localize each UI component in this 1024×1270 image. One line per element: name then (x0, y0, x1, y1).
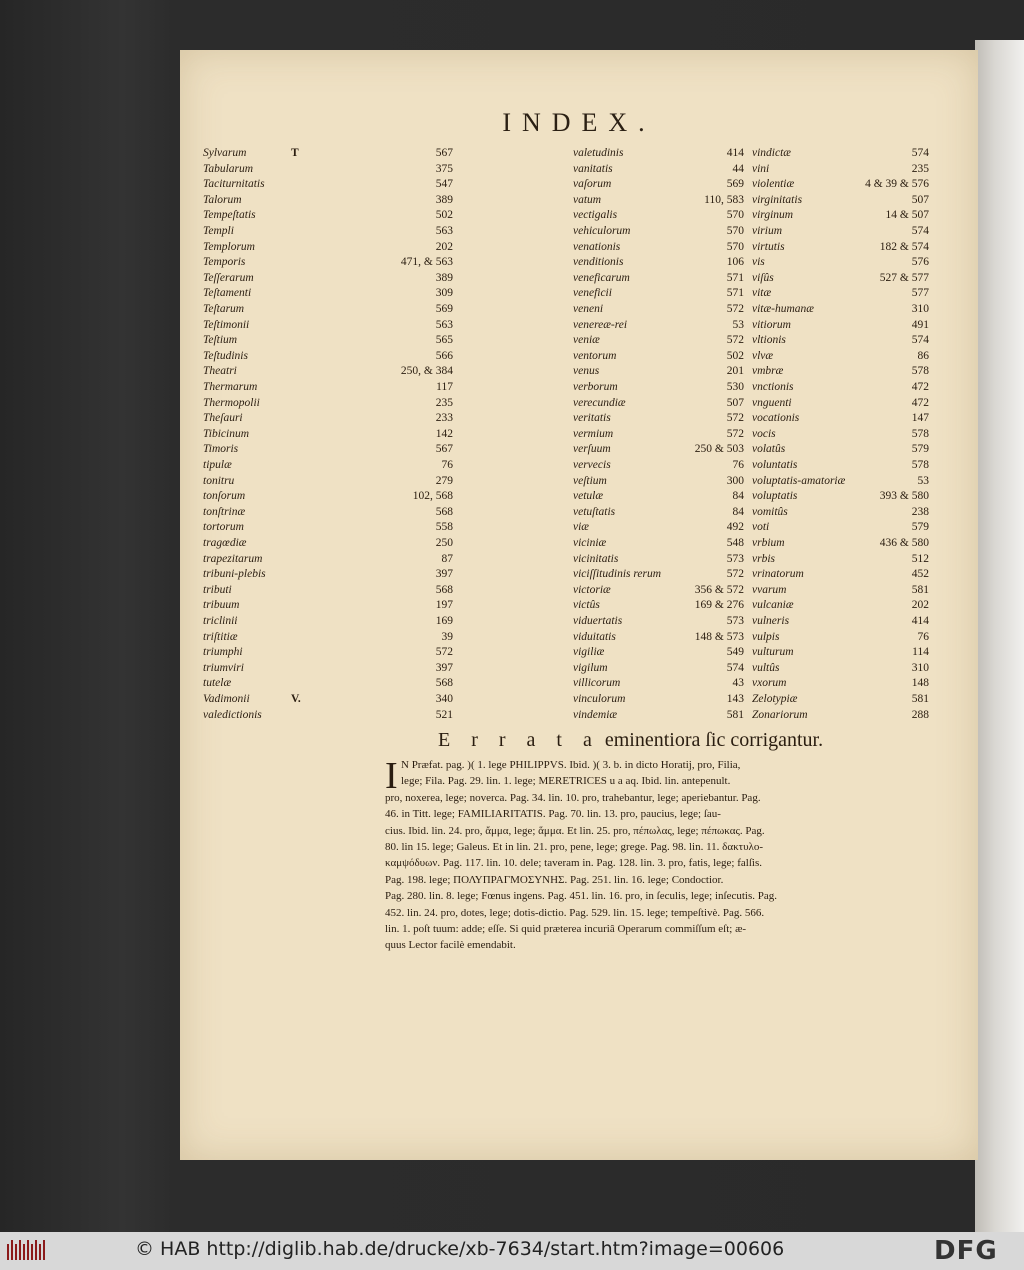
index-entry-word: vermium (573, 427, 614, 440)
index-entry-page: 579 (911, 443, 929, 456)
index-entry-word: Tibicinum (203, 427, 250, 440)
index-entry-page: 491 (911, 318, 929, 331)
index-entry-word: victoriæ (573, 583, 611, 596)
index-row (203, 223, 938, 239)
index-entry-word: vini (752, 162, 770, 175)
index-entry-word: vomitûs (752, 505, 788, 518)
index-entry-word: verborum (573, 381, 618, 393)
index-entry-page: 250, & 384 (400, 365, 453, 378)
index-row (203, 519, 938, 535)
index-entry-page: 574 (911, 334, 929, 347)
index-entry-word: viæ (573, 521, 589, 534)
index-entry-word: virginitatis (752, 193, 803, 206)
errata-title-spaced: E r r a t a (438, 729, 600, 751)
index-entry-page: 566 (435, 349, 453, 362)
index-row (203, 488, 938, 504)
index-entry-page: 44 (732, 162, 744, 175)
index-entry-page: 375 (435, 162, 453, 175)
index-entry-page: 169 & 276 (694, 599, 744, 612)
index-entry-word: vocis (752, 427, 776, 440)
errata-title-rest: eminentiora ſic corrigantur. (599, 729, 824, 751)
index-entry-page: 84 (732, 490, 744, 503)
index-entry-word: Vadimonii (203, 693, 250, 705)
index-entry-page: 143 (726, 693, 744, 705)
index-entry-word: trapezitarum (203, 552, 263, 565)
index-entry-page: 452 (911, 568, 929, 581)
index-entry-word: vicinitatis (573, 552, 619, 565)
index-entry-word: vulturum (752, 646, 794, 659)
index-entry-word: tonſorum (203, 490, 246, 503)
errata-title (438, 729, 823, 752)
index-entry-word: Teſtudinis (203, 349, 248, 362)
index-entry-page: 502 (435, 209, 453, 222)
index-entry-word: Templorum (203, 240, 255, 253)
index-entry-word: venationis (573, 240, 621, 253)
index-entry-page: 492 (726, 521, 744, 534)
index-row (203, 473, 938, 489)
index-row (203, 535, 938, 551)
index-entry-word: veneficii (573, 287, 612, 300)
index-entry-word: triumphi (203, 646, 243, 659)
index-row (203, 629, 938, 645)
index-row (203, 254, 938, 270)
index-entry-page: 507 (911, 193, 929, 206)
errata-line: quus Lector facilè emendabit. (385, 939, 516, 952)
index-entry-word: venus (573, 365, 600, 378)
index-entry-page: 86 (917, 349, 929, 362)
index-entry-word: vetulæ (573, 490, 604, 503)
index-row (203, 551, 938, 567)
index-row (203, 301, 938, 317)
index-entry-page: 4 & 39 & 576 (865, 178, 929, 191)
index-entry-page: 309 (435, 287, 453, 300)
index-entry-word: Theatri (203, 365, 237, 378)
index-entry-page: 512 (911, 552, 929, 565)
index-entry-word: vitæ-humanæ (752, 303, 814, 315)
index-entry-word: vigiliæ (573, 646, 605, 659)
index-entry-word: verecundiæ (573, 396, 626, 409)
index-entry-page: 76 (441, 459, 453, 471)
index-entry-page: 250 & 503 (694, 443, 744, 456)
index-entry-page: 310 (911, 661, 929, 674)
index-entry-word: voluptatis-amatoriæ (752, 474, 846, 487)
index-entry-word: veſtium (573, 474, 607, 487)
index-row (203, 239, 938, 255)
index-entry-word: voluptatis (752, 490, 798, 503)
index-entry-word: Theſauri (203, 412, 243, 425)
errata-line: καμψόδυων. Pag. 117. lin. 10. dele; taveram in. Pag. 128. lin. 3. pro, fatis, lege; falſis. (385, 857, 762, 870)
index-row (203, 363, 938, 379)
index-entry-page: 507 (726, 396, 744, 409)
index-entry-page: 558 (435, 521, 453, 534)
index-entry-word: vindemiæ (573, 708, 618, 721)
index-entry-word: vinculorum (573, 693, 626, 705)
errata-line: 452. lin. 24. pro, dotes, lege; dotis-dictio. Pag. 529. lin. 15. lege; tempeſtivè. Pag. 566. (385, 906, 765, 919)
index-row (203, 582, 938, 598)
index-entry-word: vrbis (752, 552, 775, 565)
index-entry-page: 53 (732, 318, 744, 331)
index-row (203, 379, 938, 395)
index-entry-word: tutelæ (203, 677, 232, 690)
index-entry-word: vaſorum (573, 178, 612, 191)
index-entry-page: 472 (911, 396, 929, 409)
index-entry-page: 110, 583 (704, 193, 744, 206)
errata-line: lege; Fila. Pag. 29. lin. 1. lege; MERETRICES u a aq. Ibid. lin. antepenult. (401, 775, 731, 788)
index-entry-word: virtutis (752, 240, 785, 253)
index-row (203, 566, 938, 582)
index-entry-word: valetudinis (573, 147, 624, 159)
index-entry-page: 340 (435, 693, 453, 705)
index-entry-page: 502 (726, 349, 744, 362)
index-entry-word: virginum (752, 209, 794, 222)
dfg-logo: DFG (934, 1236, 998, 1266)
index-entry-word: vnguenti (752, 396, 792, 409)
index-entry-page: 356 & 572 (694, 583, 744, 596)
index-entry-page: 571 (726, 287, 744, 300)
index-entry-page: 397 (435, 568, 453, 581)
index-entry-word: Tempeſtatis (203, 209, 256, 222)
index-entry-word: vocationis (752, 412, 800, 425)
index-row (203, 675, 938, 691)
index-entry-page: 202 (911, 599, 929, 612)
index-entry-page: 572 (726, 412, 744, 425)
index-entry-word: victûs (573, 599, 600, 612)
index-entry-page: 197 (435, 599, 453, 612)
index-entry-page: 578 (911, 459, 929, 471)
index-entry-page: 397 (435, 661, 453, 674)
index-entry-page: 572 (726, 303, 744, 315)
index-row (203, 644, 938, 660)
index-entry-word: vultûs (752, 661, 780, 674)
index-entry-word: veneni (573, 303, 604, 315)
index-entry-word: Taciturnitatis (203, 178, 265, 191)
index-section-letter: V. (291, 693, 301, 705)
index-row (203, 426, 938, 442)
index-entry-word: vervecis (573, 459, 611, 471)
index-row (203, 457, 938, 473)
index-entry-page: 84 (732, 505, 744, 518)
page-right-edge (975, 40, 1024, 1232)
index-entry-word: vulneris (752, 615, 790, 627)
index-entry-page: 147 (911, 412, 929, 425)
index-entry-word: virium (752, 225, 783, 237)
index-row (203, 504, 938, 520)
errata-line: pro, noxerea, lege; noverca. Pag. 34. lin. 10. pro, trahebantur, lege; aperiebantur. Pag. (385, 791, 761, 804)
index-entry-page: 414 (911, 615, 929, 627)
index-entry-page: 414 (726, 147, 744, 159)
index-entry-word: tortorum (203, 521, 244, 534)
index-entry-page: 182 & 574 (879, 240, 929, 253)
index-entry-page: 169 (435, 615, 453, 627)
index-entry-page: 547 (435, 178, 453, 191)
index-entry-word: viciſſitudinis rerum (573, 568, 662, 581)
index-entry-word: veneficarum (573, 271, 630, 284)
index-entry-page: 235 (911, 162, 929, 175)
index-entry-page: 578 (911, 365, 929, 378)
index-entry-page: 43 (732, 677, 744, 690)
index-entry-word: tonitru (203, 474, 235, 487)
index-entry-page: 201 (726, 365, 744, 378)
index-row (203, 395, 938, 411)
index-entry-word: veritatis (573, 412, 611, 425)
index-entry-page: 472 (911, 381, 929, 393)
index-entry-word: venereæ-rei (573, 318, 628, 331)
index-table (203, 145, 938, 725)
index-entry-word: tonſtrinæ (203, 505, 246, 518)
index-entry-word: voti (752, 521, 770, 534)
index-entry-word: tribuum (203, 599, 240, 612)
index-row (203, 317, 938, 333)
index-entry-page: 389 (435, 271, 453, 284)
index-entry-word: vigilum (573, 661, 608, 674)
index-entry-word: viſûs (752, 271, 774, 284)
index-entry-page: 76 (732, 459, 744, 471)
errata-line: 46. in Titt. lege; FAMILIARITATIS. Pag. 70. lin. 13. pro, paucius, lege; ſau- (385, 808, 721, 821)
index-entry-page: 581 (911, 693, 929, 705)
errata-line: Pag. 280. lin. 8. lege; Fœnus ingens. Pag. 451. lin. 16. pro, in ſeculis, lege; inſecutis. Pag. (385, 890, 777, 903)
errata-drop-cap: I (385, 755, 398, 797)
index-entry-word: villicorum (573, 677, 621, 690)
index-entry-word: vulpis (752, 630, 780, 643)
index-row (203, 597, 938, 613)
index-entry-word: violentiæ (752, 178, 795, 191)
index-entry-word: Teſtium (203, 334, 238, 347)
index-entry-word: Temporis (203, 256, 246, 269)
index-entry-page: 300 (726, 474, 744, 487)
index-entry-word: Thermopolii (203, 396, 260, 409)
index-row (203, 348, 938, 364)
index-entry-page: 549 (726, 646, 744, 659)
index-entry-page: 87 (441, 552, 453, 565)
index-row (203, 192, 938, 208)
index-entry-page: 389 (435, 193, 453, 206)
index-entry-page: 574 (726, 661, 744, 674)
index-entry-word: Talorum (203, 193, 242, 206)
index-row (203, 613, 938, 629)
errata-line: 80. lin 15. lege; Galeus. Et in lin. 21. pro, pene, lege; grege. Pag. 98. lin. 11. δακτυλο- (385, 840, 764, 853)
index-entry-word: ventorum (573, 349, 617, 362)
index-entry-page: 573 (726, 615, 744, 627)
errata-body (385, 757, 945, 954)
index-row (203, 176, 938, 192)
index-entry-page: 571 (726, 271, 744, 284)
index-row (203, 207, 938, 223)
index-entry-page: 436 & 580 (879, 537, 929, 549)
footer-permalink[interactable]: © HAB http://diglib.hab.de/drucke/xb-7634/start.htm?image=00606 (135, 1238, 785, 1260)
index-entry-word: vxorum (752, 677, 787, 690)
index-row (203, 441, 938, 457)
index-entry-page: 148 & 573 (694, 630, 744, 643)
index-entry-page: 310 (911, 303, 929, 315)
index-entry-page: 570 (726, 240, 744, 253)
index-entry-word: triclinii (203, 615, 238, 627)
index-row (203, 161, 938, 177)
index-entry-page: 569 (435, 303, 453, 315)
index-entry-page: 76 (917, 630, 929, 643)
index-entry-page: 569 (726, 178, 744, 191)
index-entry-page: 568 (435, 583, 453, 596)
index-entry-word: veniæ (573, 334, 600, 347)
index-entry-word: Teſtarum (203, 303, 245, 315)
index-entry-page: 238 (911, 505, 929, 518)
index-row (203, 410, 938, 426)
index-entry-word: Sylvarum (203, 147, 247, 159)
index-entry-page: 288 (911, 708, 929, 721)
index-entry-word: vrinatorum (752, 568, 804, 581)
index-entry-page: 581 (911, 583, 929, 596)
index-row (203, 285, 938, 301)
index-row (203, 691, 938, 707)
index-entry-word: vulcaniæ (752, 599, 794, 612)
hab-barcode-logo-icon[interactable] (6, 1238, 46, 1264)
index-entry-page: 572 (726, 568, 744, 581)
index-entry-page: 548 (726, 537, 744, 549)
index-entry-page: 570 (726, 225, 744, 237)
index-entry-page: 530 (726, 381, 744, 393)
index-entry-word: tribuni-plebis (203, 568, 266, 581)
index-entry-word: Thermarum (203, 381, 258, 393)
index-entry-page: 570 (726, 209, 744, 222)
page-title: INDEX. (502, 108, 656, 137)
index-entry-word: triumviri (203, 661, 244, 674)
index-entry-page: 574 (911, 147, 929, 159)
index-entry-word: vatum (573, 193, 602, 206)
index-entry-page: 578 (911, 427, 929, 440)
index-entry-word: triſtitiæ (203, 630, 238, 643)
index-entry-word: Templi (203, 225, 234, 237)
index-entry-page: 567 (435, 443, 453, 456)
index-entry-word: Teſtamenti (203, 287, 252, 300)
index-entry-word: vmbræ (752, 365, 784, 378)
index-entry-page: 250 (435, 537, 453, 549)
index-entry-page: 572 (726, 427, 744, 440)
index-entry-word: vlvæ (752, 349, 774, 362)
index-entry-word: tributi (203, 583, 232, 596)
index-entry-word: Timoris (203, 443, 239, 456)
index-entry-page: 581 (726, 708, 744, 721)
index-entry-word: Zelotypiæ (752, 693, 798, 705)
index-entry-page: 142 (435, 427, 453, 440)
index-entry-word: vetuſtatis (573, 505, 616, 518)
index-entry-page: 568 (435, 505, 453, 518)
index-entry-word: vitiorum (752, 318, 791, 331)
index-entry-page: 235 (435, 396, 453, 409)
index-entry-word: Zonariorum (752, 708, 808, 721)
index-entry-page: 527 & 577 (879, 271, 929, 284)
index-entry-word: voluntatis (752, 459, 798, 471)
index-entry-word: verſuum (573, 443, 611, 456)
index-entry-word: vehiculorum (573, 225, 631, 237)
index-entry-page: 573 (726, 552, 744, 565)
index-entry-word: venditionis (573, 256, 624, 269)
index-row (203, 332, 938, 348)
index-entry-page: 579 (911, 521, 929, 534)
index-entry-word: vectigalis (573, 209, 618, 222)
index-entry-word: tragœdiæ (203, 537, 247, 549)
index-entry-word: viciniæ (573, 537, 607, 549)
index-entry-word: viduitatis (573, 630, 616, 643)
index-entry-page: 148 (911, 677, 929, 690)
index-entry-page: 576 (911, 256, 929, 269)
index-entry-page: 117 (436, 381, 453, 393)
index-entry-page: 563 (435, 318, 453, 331)
index-entry-page: 114 (912, 646, 929, 659)
index-entry-page: 233 (435, 412, 453, 425)
index-entry-word: vitæ (752, 287, 772, 300)
index-row (203, 660, 938, 676)
index-entry-page: 471, & 563 (400, 256, 453, 269)
errata-line: cius. Ibid. lin. 24. pro, ἄμμα, lege; ἅμμα. Et lin. 25. pro, πέπωλας, lege; πέπωκας. Pag. (385, 824, 765, 837)
index-entry-page: 106 (726, 256, 744, 269)
index-entry-word: vltionis (752, 334, 786, 347)
index-entry-page: 574 (911, 225, 929, 237)
index-entry-word: vrbium (752, 537, 785, 549)
index-entry-word: vindictæ (752, 147, 791, 159)
index-entry-page: 521 (435, 708, 453, 721)
index-row (203, 145, 938, 161)
index-entry-word: tipulæ (203, 459, 232, 471)
index-entry-word: vis (752, 256, 765, 269)
index-entry-page: 572 (726, 334, 744, 347)
index-entry-word: viduertatis (573, 615, 623, 627)
index-entry-page: 102, 568 (412, 490, 453, 503)
index-entry-page: 202 (435, 240, 453, 253)
index-entry-page: 563 (435, 225, 453, 237)
errata-line: lin. 1. poſt tuum: adde; eſſe. Si quid præterea incuriâ Operarum commiſſum eſt; æ- (385, 922, 747, 935)
index-entry-page: 577 (911, 287, 929, 300)
index-entry-page: 14 & 507 (885, 209, 929, 222)
errata-line: N Præfat. pag. )( 1. lege PHILIPPVS. Ibid. )( 3. b. in dicto Horatij, pro, Filia, (401, 759, 741, 771)
index-entry-page: 279 (435, 474, 453, 487)
footer-bar (0, 1232, 1024, 1270)
errata-line: Pag. 198. lege; ΠΟΛΥΠΡΑΓΜΟΣΥΝΗΣ. Pag. 251. lin. 16. lege; Condoctior. (385, 873, 724, 886)
index-entry-word: vanitatis (573, 162, 613, 175)
index-entry-page: 568 (435, 677, 453, 690)
index-entry-word: volatûs (752, 443, 786, 456)
index-entry-page: 393 & 580 (879, 490, 929, 503)
index-row (203, 707, 938, 723)
index-entry-page: 39 (441, 630, 453, 643)
index-entry-word: Teſſerarum (203, 271, 254, 284)
index-entry-word: Teſtimonii (203, 318, 250, 331)
index-entry-word: Tabularum (203, 162, 254, 175)
index-entry-page: 572 (435, 646, 453, 659)
index-entry-page: 565 (435, 334, 453, 347)
index-entry-word: vvarum (752, 583, 787, 596)
index-section-letter: T (291, 147, 299, 159)
index-entry-page: 53 (917, 474, 929, 487)
index-entry-word: valedictionis (203, 708, 262, 721)
index-row (203, 270, 938, 286)
index-entry-page: 567 (435, 147, 453, 159)
index-entry-word: vnctionis (752, 381, 794, 393)
